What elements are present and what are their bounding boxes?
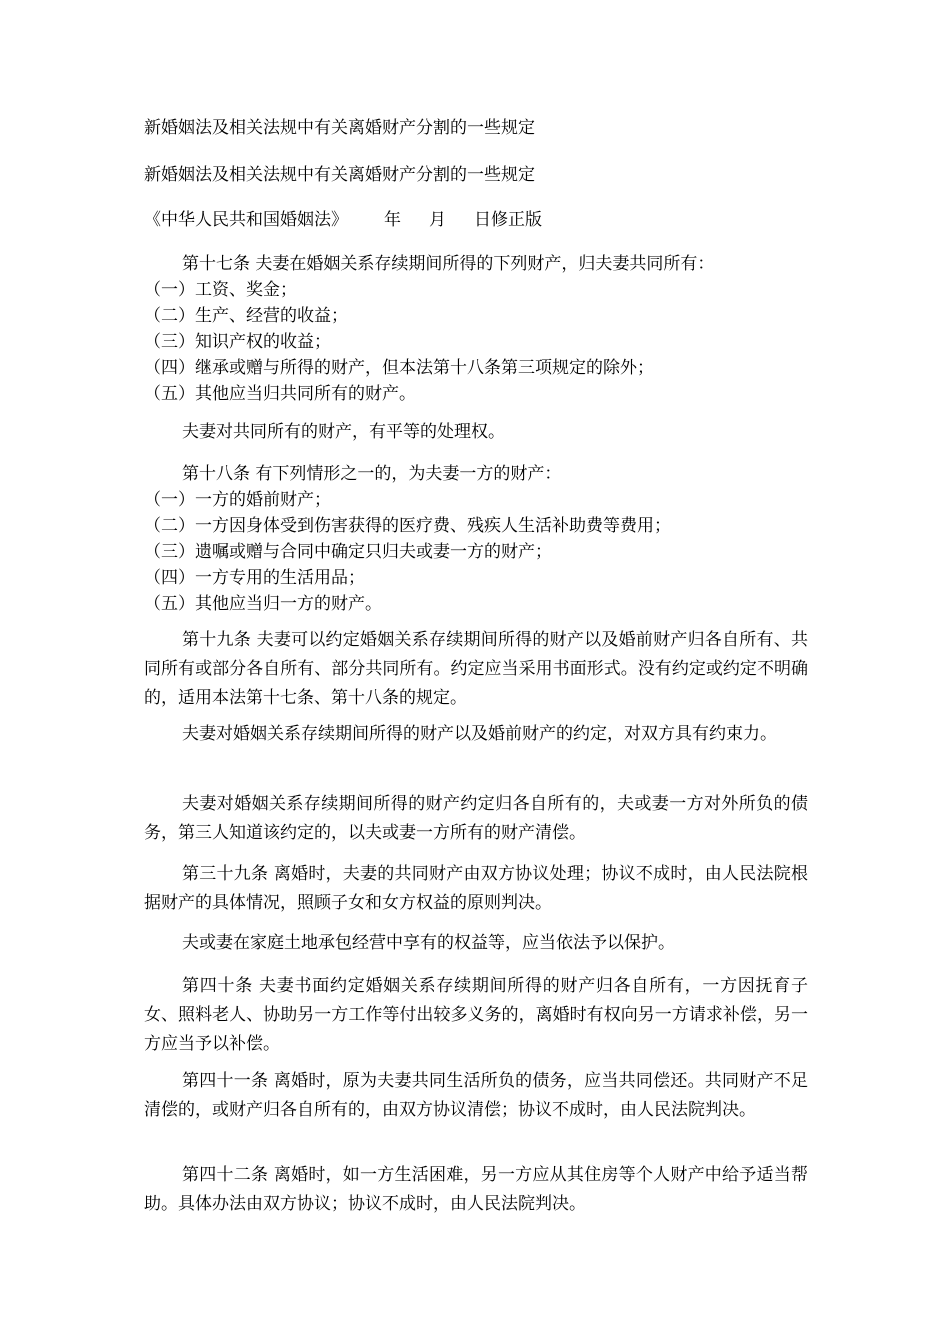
article-39-p2 xyxy=(144,929,808,958)
article-17-item: （三）知识产权的收益； xyxy=(144,332,331,352)
article-18-item: （五）其他应当归一方的财产。 xyxy=(144,594,382,614)
edition-day: 日修正版 xyxy=(474,210,542,230)
article-40 xyxy=(144,972,808,1059)
article-39-p1 xyxy=(144,860,808,918)
article-17-item: （五）其他应当归共同所有的财产。 xyxy=(144,384,416,404)
article-18-item: （一）一方的婚前财产； xyxy=(144,490,331,510)
law-edition-line xyxy=(144,208,542,232)
article-17-note xyxy=(144,418,808,447)
document-subtitle: 新婚姻法及相关法规中有关离婚财产分割的一些规定 xyxy=(144,165,535,185)
article-17-item: （一）工资、奖金； xyxy=(144,280,297,300)
law-name: 《中华人民共和国婚姻法》 xyxy=(144,210,348,230)
article-19-p1 xyxy=(144,626,808,713)
document-title: 新婚姻法及相关法规中有关离婚财产分割的一些规定 xyxy=(144,118,535,138)
edition-month: 月 xyxy=(429,210,446,230)
article-40-paragraph: 第四十条 夫妻书面约定婚姻关系存续期间所得的财产归各自所有，一方因抚育子女、照料老人、协助另一方工作等付出较多义务的，离婚时有权向另一方请求补偿，另一方应当予以补偿。 xyxy=(144,976,808,1054)
article-17-item: （四）继承或赠与所得的财产，但本法第十八条第三项规定的除外； xyxy=(144,358,654,378)
article-19-p2 xyxy=(144,720,808,749)
article-41-paragraph: 第四十一条 离婚时，原为夫妻共同生活所负的债务，应当共同偿还。共同财产不足清偿的，或财产归各自所有的，由双方协议清偿；协议不成时，由人民法院判决。 xyxy=(144,1071,808,1120)
article-19-paragraph: 第十九条 夫妻可以约定婚姻关系存续期间所得的财产以及婚前财产归各自所有、共同所有或部分各自所有、部分共同所有。约定应当采用书面形式。没有约定或约定不明确的，适用本法第十七条、第十八条的规定。 xyxy=(144,630,808,708)
article-18-item: （三）遗嘱或赠与合同中确定只归夫或妻一方的财产； xyxy=(144,542,552,562)
edition-year: 年 xyxy=(384,210,401,230)
article-41 xyxy=(144,1067,808,1125)
article-18-item: （四）一方专用的生活用品； xyxy=(144,568,365,588)
article-19-paragraph: 夫妻对婚姻关系存续期间所得的财产以及婚前财产的约定，对双方具有约束力。 xyxy=(182,724,777,744)
article-39-paragraph: 第三十九条 离婚时，夫妻的共同财产由双方协议处理；协议不成时，由人民法院根据财产的具体情况，照顾子女和女方权益的原则判决。 xyxy=(144,864,808,913)
article-18-head: 第十八条 有下列情形之一的，为夫妻一方的财产： xyxy=(182,464,562,484)
article-18 xyxy=(144,461,808,617)
article-42 xyxy=(144,1161,808,1219)
article-19-paragraph: 夫妻对婚姻关系存续期间所得的财产约定归各自所有的，夫或妻一方对外所负的债务，第三人知道该约定的，以夫或妻一方所有的财产清偿。 xyxy=(144,794,808,843)
article-17-note-text: 夫妻对共同所有的财产，有平等的处理权。 xyxy=(182,422,505,442)
article-18-item: （二）一方因身体受到伤害获得的医疗费、残疾人生活补助费等费用； xyxy=(144,516,671,536)
article-19-p3 xyxy=(144,790,808,848)
article-17 xyxy=(144,251,808,407)
article-39-paragraph: 夫或妻在家庭土地承包经营中享有的权益等，应当依法予以保护。 xyxy=(182,933,675,953)
article-42-paragraph: 第四十二条 离婚时，如一方生活困难，另一方应从其住房等个人财产中给予适当帮助。具体办法由双方协议；协议不成时，由人民法院判决。 xyxy=(144,1165,808,1214)
article-17-item: （二）生产、经营的收益； xyxy=(144,306,348,326)
article-17-head: 第十七条 夫妻在婚姻关系存续期间所得的下列财产，归夫妻共同所有： xyxy=(182,254,715,274)
